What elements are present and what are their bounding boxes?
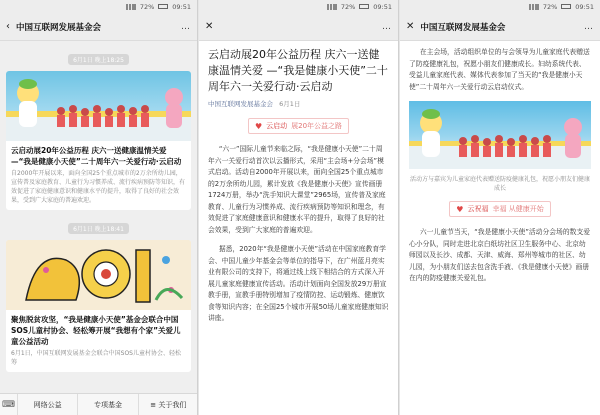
section-heading-main: 云启动: [266, 122, 288, 130]
nav-bar: [400, 13, 600, 41]
article-title: 云启动展20年公益历程 庆六一送健康温情关爱 —“我是健康小天使”二十周年六一关爱行动·云启动: [208, 48, 388, 93]
battery-icon: [359, 4, 369, 9]
menu-item-about-us[interactable]: ≡ 关于我们: [150, 401, 187, 409]
article-card-title: 聚焦脱贫攻坚，“我是健康小天使”基金会联合中国SOS儿童村协会、轻松筹开展“我想有个家”关爱儿童公益活动: [11, 315, 181, 346]
article-body: [199, 41, 398, 339]
article-card[interactable]: [6, 71, 191, 210]
heart-icon: ♥: [254, 121, 263, 131]
section-heading: [409, 201, 591, 217]
article-thumbnail: [6, 240, 191, 310]
battery-icon: [158, 4, 168, 9]
close-icon[interactable]: ✕: [406, 21, 415, 32]
article-thumbnail: [6, 71, 191, 141]
article-paragraph: 据悉，2020年“我是健康小天使”活动在中国家庭教育学会、中国儿童少年基金会等单位的指导下，在广州蓝月亮实业有限公司的支持下，将通过线上线下相结合的方式深入开展儿童家庭健康宣传活动。活动计划面向全国发放29万册宣教手册，宣教手册特别增加了疫情防控、运动锻炼、健康饮食等知识内容；在全国25个城市开展50场儿童家庭健康知识讲座。: [208, 245, 389, 322]
heart-icon: ♥: [456, 204, 464, 214]
message-date: 6月1日 晚上18:25: [0, 47, 197, 66]
section-heading: [208, 118, 389, 134]
more-dots-icon[interactable]: …: [584, 21, 594, 32]
ceremony-photo-illustration: [409, 101, 591, 169]
status-bar: [0, 0, 197, 13]
message-date: 6月1日 晚上18:41: [0, 216, 197, 235]
battery-level: 72%: [139, 2, 155, 11]
clock: 09:51: [373, 2, 392, 11]
keyboard-icon[interactable]: ⌨: [0, 394, 18, 415]
event-photo-illustration: [6, 71, 191, 141]
article-card-title: 云启动展20年公益历程 庆六一送健康温情关爱 —“我是健康小天使”二十周年六一关爱行动·云启动: [11, 146, 182, 166]
article-paragraph: 六一儿童节当天，“我是健康小天使”活动分会场的数支爱心小分队，同时走进北京白纸坊社区卫生服务中心、北京幼师园以及长沙、成都、天津、威海、郑州等城市的社区、幼儿园，为小朋友们送去包含洗手液、《我是健康小天使》画册在内的防疫健康关爱礼包。: [409, 228, 591, 282]
nav-bar: [0, 13, 197, 41]
signal-icon: [529, 4, 539, 10]
article-date: 6月1日: [279, 100, 301, 108]
article-screen-continued: [400, 0, 600, 415]
close-icon[interactable]: ✕: [205, 21, 214, 32]
article-card[interactable]: [6, 240, 191, 372]
signal-icon: [126, 4, 136, 10]
article-paragraph: 在主会场，活动组织单位的与会领导为儿童家庭代表赠送了防疫健康礼包，祝愿小朋友们健康成长。妇幼系统代表、受益儿童家庭代表、媒体代表参加了当天的“我是健康小天使”二十周年六一关爱行动云启动仪式。: [409, 48, 590, 91]
section-heading-sub: 幸福 从健康开始: [492, 205, 544, 213]
article-paragraph: “六一”国际儿童节来临之际，“我是健康小天使”二十周年六一关爱行动首次以云播形式，采用“主会场+分会场”模式启动。活动自2000年开展以来，面向全国25个重点城市的2万余所幼儿园，累计发放《我是健康小天使》宣传画册1724万册，举办“洗手知识大课堂”2965场，宣传普及家庭教育、儿童行为习惯养成、流行疾病预防等知识和理念，有效促进了家庭健康意识和健康水平的提升，取得了良好的社会效果，受到广大家庭的普遍欢迎。: [208, 145, 386, 234]
back-arrow-icon[interactable]: ‹: [6, 21, 10, 32]
section-heading-sub: 展20年公益之路: [291, 122, 343, 130]
article-screen-top: [199, 0, 399, 415]
nav-title: 中国互联网发展基金会: [16, 22, 102, 33]
nav-bar: [199, 13, 398, 41]
battery-level: 72%: [340, 2, 356, 11]
status-bar: [400, 0, 600, 13]
battery-icon: [561, 4, 571, 9]
account-link[interactable]: 中国互联网发展基金会: [208, 100, 273, 108]
section-heading-main: 云祝福: [467, 205, 489, 213]
article-meta: [208, 99, 389, 108]
photo-caption: 活动方与嘉宾为儿童家庭代表赠送防疫健康礼包，祝愿小朋友们健康成长: [409, 176, 590, 192]
menu-item-special-fund[interactable]: 专项基金: [78, 394, 138, 415]
article-body: [400, 41, 600, 299]
article-photo: [409, 101, 591, 169]
menu-item-online-charity[interactable]: 网络公益: [18, 394, 78, 415]
clock: 09:51: [172, 2, 191, 11]
nav-title: 中国互联网发展基金会: [420, 22, 506, 33]
more-dots-icon[interactable]: …: [181, 21, 191, 32]
sos-poster-illustration: [6, 240, 191, 310]
more-dots-icon[interactable]: …: [382, 21, 392, 32]
clock: 09:51: [575, 2, 594, 11]
signal-icon: [327, 4, 337, 10]
battery-level: 72%: [542, 2, 558, 11]
article-card-summary: 自2000年开展以来，面向全国25个重点城市的2万余所幼儿园，宣传普及家庭教育、儿童行为习惯养成、流行疾病预防等知识，有效促进了家庭健康意识和健康水平的提升，取得了良好的社会效果，受到广大家庭的普遍欢迎。: [11, 170, 186, 204]
account-menu-bar: [0, 393, 198, 415]
article-card-summary: 6月1日，中国互联网发展基金会联合中国SOS儿童村协会、轻松筹: [11, 350, 181, 366]
menu-lines-icon: ≡: [150, 401, 159, 409]
account-message-screen: [0, 0, 198, 415]
status-bar: [199, 0, 398, 13]
